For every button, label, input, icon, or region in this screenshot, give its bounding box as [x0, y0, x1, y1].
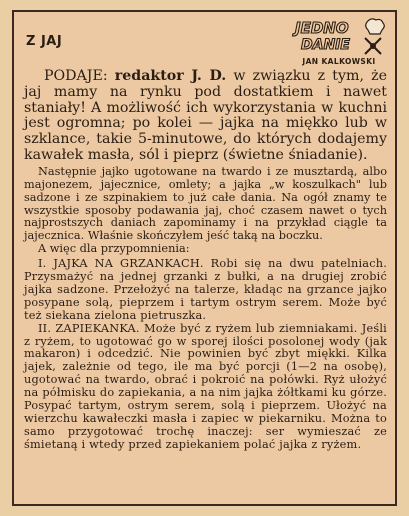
article-body: [24, 69, 387, 452]
logo-line2: DANIE: [301, 37, 350, 53]
newspaper-clipping: [12, 10, 397, 506]
paragraph-intro: Następnie jajko ugotowane na twardo i ze musztardą, albo majonezem, jajecznice, omlety; a jajka „w koszulkach" lub sadzone i ze szpinakiem to już całe dania. Na ogół znamy te wszystkie sposoby podawania jaj, choć czasem nawet o tych najprostszych daniach zapominamy i na przykład ciągle ta jajecznica. Właśnie skończyłem jeść taką na boczku.: [24, 164, 387, 243]
paragraph-reminder: A więc dla przypomnienia:: [38, 242, 190, 256]
lead-author: redaktor J. D.: [114, 68, 227, 84]
column-logo: [291, 16, 387, 66]
logo-line1: JEDNO: [295, 19, 349, 37]
lead-paragraph: [24, 69, 387, 164]
logo-author: JAN KALKOWSKI: [302, 57, 376, 66]
article-heading: Z JAJ: [26, 34, 63, 49]
lead-label: PODAJE:: [44, 68, 108, 84]
lead-text: w związku z tym, że jaj mamy na rynku pod dostatkiem i nawet staniały! A możliwość ich wykorzystania w kuchni jest ogromna; po kolei — jajka na miękko lub w szklance, takie 5-minutowe, do których dodajemy kawałek masła, sól i pieprz (świetne śniadanie).: [24, 68, 387, 163]
recipe-casserole: II. ZAPIEKANKA. Może być z ryżem lub ziemniakami. Jeśli z ryżem, to ugotować go w sporej ilości posolonej wody (jak makaron) i odcedzić. Nie powinien być zbyt miękki. Kilka jajek, zależnie od tego, ile ma być porcji (1—2 na osobę), ugotować na twardo, obrać i pokroić na połówki. Ryż ułożyć na półmisku do zapiekania, a na nim jajka żółtkami ku górze. Posypać tartym, ostrym serem, solą i pieprzem. Ułożyć na wierzchu kawałeczki masła i zapiec w piekarniku. Można to samo przygotować trochę inaczej: ser wymieszać ze śmietaną i wtedy przed zapiekaniem polać jajka z ryżem.: [24, 321, 387, 451]
recipe-toast-eggs: I. JAJKA NA GRZANKACH. Robi się na dwu patelniach. Przysmażyć na jednej grzanki z bułki, a na drugiej zrobić jajka sadzone. Przełożyć na talerze, kładąc na grzance jajko posypane solą, pieprzem i tartym ostrym serem. Może być też siekana zielona pietruszka.: [24, 257, 387, 322]
